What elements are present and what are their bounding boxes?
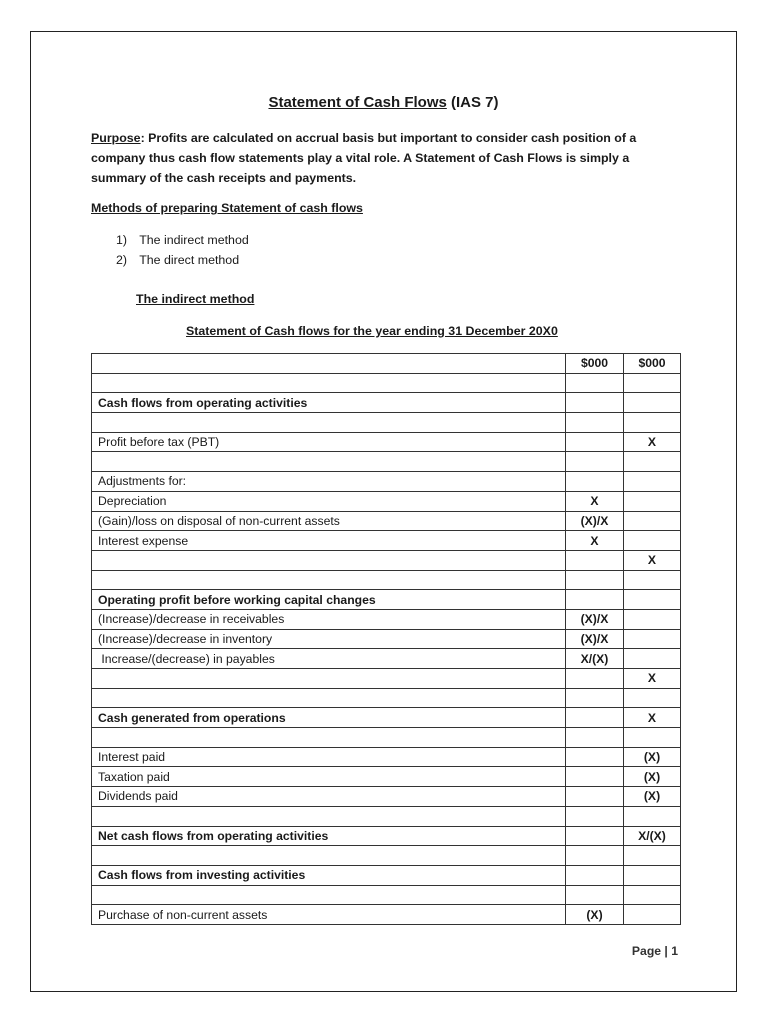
row-value-col1 xyxy=(566,787,624,807)
header-cell-col2: $000 xyxy=(624,354,681,374)
table-row xyxy=(92,472,681,492)
row-label: Dividends paid xyxy=(92,787,566,807)
row-value-col2 xyxy=(624,413,681,433)
table-row xyxy=(92,905,681,925)
purpose-paragraph xyxy=(91,128,681,188)
row-value-col1 xyxy=(566,846,624,866)
row-value-col2 xyxy=(624,531,681,551)
row-value-col2: (X) xyxy=(624,787,681,807)
table-row xyxy=(92,728,681,748)
row-label: Adjustments for: xyxy=(92,472,566,492)
row-value-col1 xyxy=(566,865,624,885)
table-title: Statement of Cash flows for the year ending 31 December 20X0 xyxy=(186,324,558,338)
row-value-col2: X xyxy=(624,669,681,689)
methods-list xyxy=(116,230,249,270)
row-value-col2: X xyxy=(624,550,681,570)
title-suffix: (IAS 7) xyxy=(446,94,499,111)
title-main: Statement of Cash Flows xyxy=(268,94,447,111)
row-label xyxy=(92,373,566,393)
method-number: 2) xyxy=(116,253,128,267)
row-value-col1: X xyxy=(566,531,624,551)
indirect-method-heading: The indirect method xyxy=(136,292,255,306)
row-label xyxy=(92,413,566,433)
table-row xyxy=(92,550,681,570)
method-item xyxy=(116,230,249,250)
table-row xyxy=(92,787,681,807)
method-label: The indirect method xyxy=(139,233,249,247)
row-value-col2: X xyxy=(624,708,681,728)
purpose-label: Purpose xyxy=(91,131,141,145)
document-title xyxy=(31,94,736,111)
table-row xyxy=(92,491,681,511)
row-label: Cash flows from operating activities xyxy=(92,393,566,413)
table-row xyxy=(92,806,681,826)
table-row xyxy=(92,452,681,472)
table-row xyxy=(92,708,681,728)
row-label: Purchase of non-current assets xyxy=(92,905,566,925)
row-value-col1 xyxy=(566,373,624,393)
row-label xyxy=(92,728,566,748)
page-number: Page | 1 xyxy=(631,944,678,958)
row-value-col2 xyxy=(624,570,681,590)
row-value-col1: (X)/X xyxy=(566,511,624,531)
row-value-col1 xyxy=(566,885,624,905)
row-value-col1 xyxy=(566,806,624,826)
row-label: Depreciation xyxy=(92,491,566,511)
table-row xyxy=(92,688,681,708)
row-value-col2 xyxy=(624,393,681,413)
method-label: The direct method xyxy=(139,253,240,267)
row-label: (Gain)/loss on disposal of non-current assets xyxy=(92,511,566,531)
row-value-col1 xyxy=(566,393,624,413)
row-label xyxy=(92,688,566,708)
row-value-col1: (X)/X xyxy=(566,629,624,649)
row-value-col1 xyxy=(566,452,624,472)
row-value-col2 xyxy=(624,452,681,472)
table-row xyxy=(92,747,681,767)
row-value-col1: X/(X) xyxy=(566,649,624,669)
row-label: Interest expense xyxy=(92,531,566,551)
row-value-col2 xyxy=(624,885,681,905)
row-label: Net cash flows from operating activities xyxy=(92,826,566,846)
row-value-col2 xyxy=(624,865,681,885)
table-row xyxy=(92,885,681,905)
row-label: Taxation paid xyxy=(92,767,566,787)
purpose-text: : Profits are calculated on accrual basis but important to consider cash position of a company thus cash flow statements play a vital role. A Statement of Cash Flows is simply a summary of the cash receipts and payments. xyxy=(91,131,637,185)
row-value-col2 xyxy=(624,688,681,708)
row-value-col2 xyxy=(624,728,681,748)
row-value-col2: X xyxy=(624,432,681,452)
row-label: Operating profit before working capital changes xyxy=(92,590,566,610)
row-value-col1 xyxy=(566,669,624,689)
table-row xyxy=(92,669,681,689)
row-value-col1 xyxy=(566,826,624,846)
row-value-col2 xyxy=(624,472,681,492)
table-row xyxy=(92,373,681,393)
header-cell-col1: $000 xyxy=(566,354,624,374)
row-label: Interest paid xyxy=(92,747,566,767)
table-row xyxy=(92,846,681,866)
row-value-col2 xyxy=(624,806,681,826)
row-label: Profit before tax (PBT) xyxy=(92,432,566,452)
row-value-col1: (X)/X xyxy=(566,609,624,629)
row-value-col1 xyxy=(566,432,624,452)
table-row xyxy=(92,767,681,787)
table-row xyxy=(92,570,681,590)
table-row xyxy=(92,432,681,452)
table-row xyxy=(92,413,681,433)
table-row xyxy=(92,629,681,649)
row-label: Cash generated from operations xyxy=(92,708,566,728)
row-value-col1 xyxy=(566,570,624,590)
document-page xyxy=(30,31,737,992)
method-item xyxy=(116,250,249,270)
row-value-col1 xyxy=(566,767,624,787)
cash-flow-table xyxy=(91,353,681,925)
row-value-col2: (X) xyxy=(624,767,681,787)
row-label xyxy=(92,452,566,472)
row-label xyxy=(92,669,566,689)
row-value-col1 xyxy=(566,550,624,570)
table-row xyxy=(92,511,681,531)
row-value-col2 xyxy=(624,511,681,531)
row-value-col2 xyxy=(624,649,681,669)
row-value-col2 xyxy=(624,629,681,649)
row-value-col2 xyxy=(624,373,681,393)
table-row xyxy=(92,531,681,551)
table-row xyxy=(92,649,681,669)
table-row xyxy=(92,865,681,885)
row-value-col1 xyxy=(566,688,624,708)
row-value-col2: X/(X) xyxy=(624,826,681,846)
row-value-col2: (X) xyxy=(624,747,681,767)
row-value-col2 xyxy=(624,491,681,511)
row-value-col1 xyxy=(566,472,624,492)
row-value-col2 xyxy=(624,609,681,629)
row-value-col1 xyxy=(566,747,624,767)
row-value-col1: (X) xyxy=(566,905,624,925)
row-label: (Increase)/decrease in inventory xyxy=(92,629,566,649)
row-value-col1 xyxy=(566,590,624,610)
table-header-row xyxy=(92,354,681,374)
row-label xyxy=(92,570,566,590)
row-label xyxy=(92,885,566,905)
method-number: 1) xyxy=(116,233,128,247)
row-label: (Increase)/decrease in receivables xyxy=(92,609,566,629)
table-row xyxy=(92,393,681,413)
row-label: Cash flows from investing activities xyxy=(92,865,566,885)
methods-heading: Methods of preparing Statement of cash flows xyxy=(91,201,363,215)
header-cell-label xyxy=(92,354,566,374)
row-label xyxy=(92,846,566,866)
table-row xyxy=(92,826,681,846)
row-value-col1: X xyxy=(566,491,624,511)
table-row xyxy=(92,590,681,610)
row-value-col1 xyxy=(566,413,624,433)
row-value-col2 xyxy=(624,905,681,925)
row-label xyxy=(92,806,566,826)
row-value-col1 xyxy=(566,708,624,728)
row-label xyxy=(92,550,566,570)
row-value-col2 xyxy=(624,590,681,610)
table-row xyxy=(92,609,681,629)
row-value-col1 xyxy=(566,728,624,748)
row-label: Increase/(decrease) in payables xyxy=(92,649,566,669)
row-value-col2 xyxy=(624,846,681,866)
